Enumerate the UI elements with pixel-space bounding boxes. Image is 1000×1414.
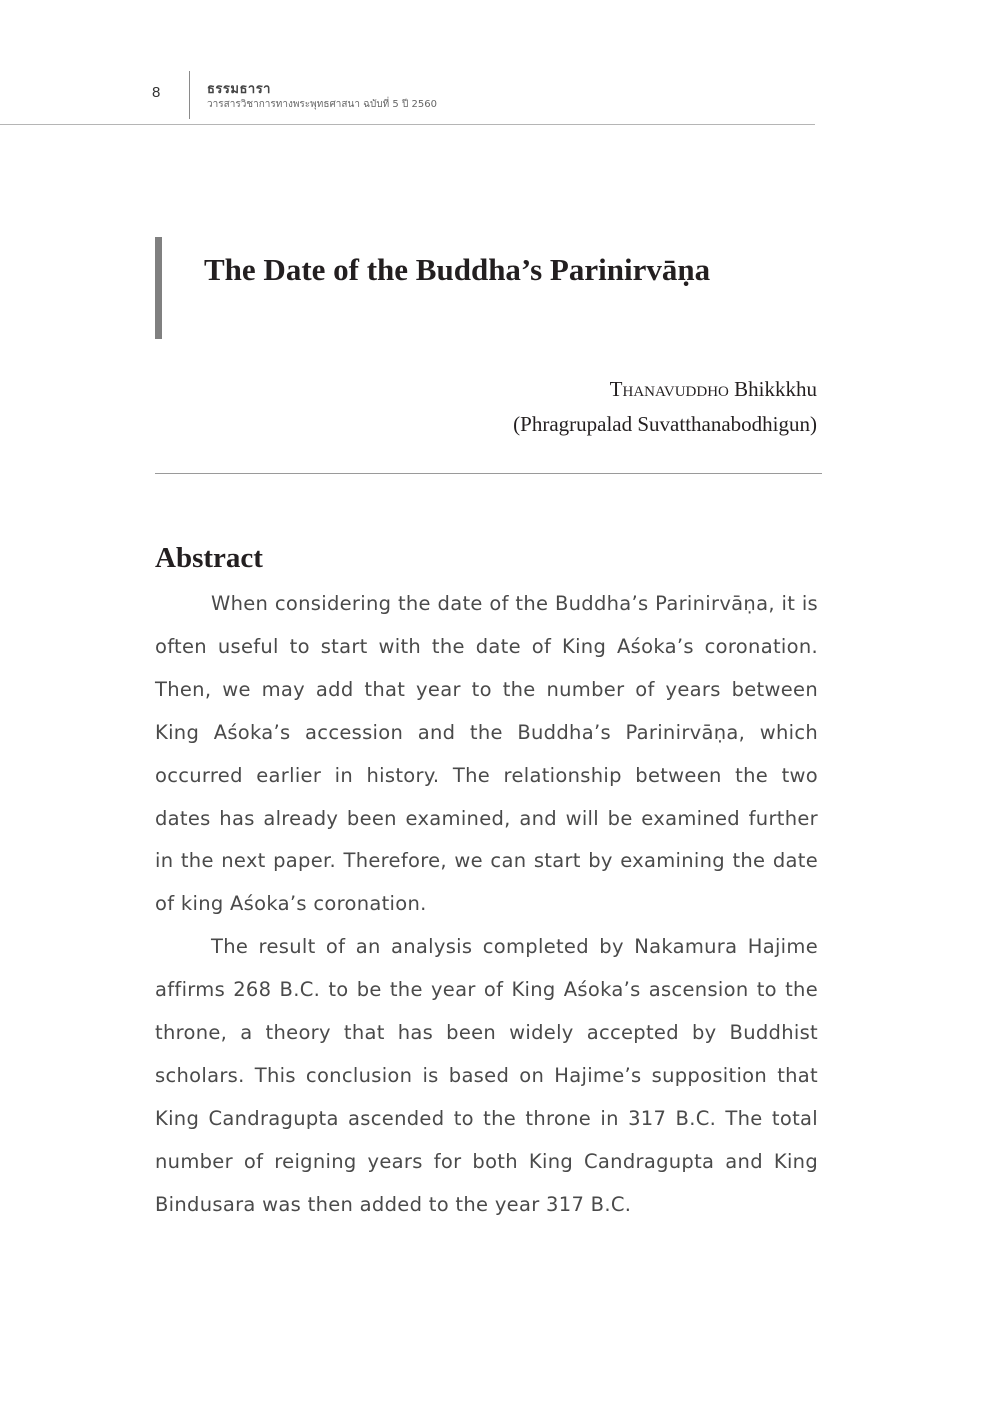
author-title: Bhikkkhu <box>728 377 817 401</box>
title-accent-bar <box>155 237 162 339</box>
author-alternate-name: (Phragrupalad Suvatthanabodhigun) <box>513 412 817 436</box>
author-line <box>610 377 817 402</box>
header-horizontal-rule <box>0 124 815 125</box>
section-divider <box>155 473 822 474</box>
abstract-body <box>155 583 818 1227</box>
page-number: 8 <box>152 84 161 101</box>
author-name: Thanavuddho <box>609 377 729 401</box>
journal-subtitle: วารสารวิชาการทางพระพุทธศาสนา ฉบับที่ 5 ปี 2560 <box>207 99 437 110</box>
header-vertical-rule <box>189 71 190 119</box>
abstract-paragraph: When considering the date of the Buddha’s Parinirvāṇa, it is often useful to start with the date of King Aśoka’s coronation. Then, we may add that year to the number of years between King Aśoka’s accession and the Buddha’s Parinirvāṇa, which occurred earlier in history. The relationship between the two dates has already been examined, and will be examined further in the next paper. Therefore, we can start by examining the date of king Aśoka’s coronation. <box>155 592 818 916</box>
abstract-heading: Abstract <box>155 542 263 574</box>
article-title: The Date of the Buddha’s Parinirvāṇa <box>204 252 711 287</box>
page-header <box>0 0 1000 125</box>
abstract-paragraph: The result of an analysis completed by Nakamura Hajime affirms 268 B.C. to be the year of King Aśoka’s ascension to the throne, a theory that has been widely accepted by Buddhist scholars. This conclusion is based on Hajime’s supposition that King Candragupta ascended to the throne in 317 B.C. The total number of reigning years for both King Candragupta and King Bindusara was then added to the year 317 B.C. <box>155 935 818 1216</box>
journal-name: ธรรมธารา <box>207 82 271 97</box>
